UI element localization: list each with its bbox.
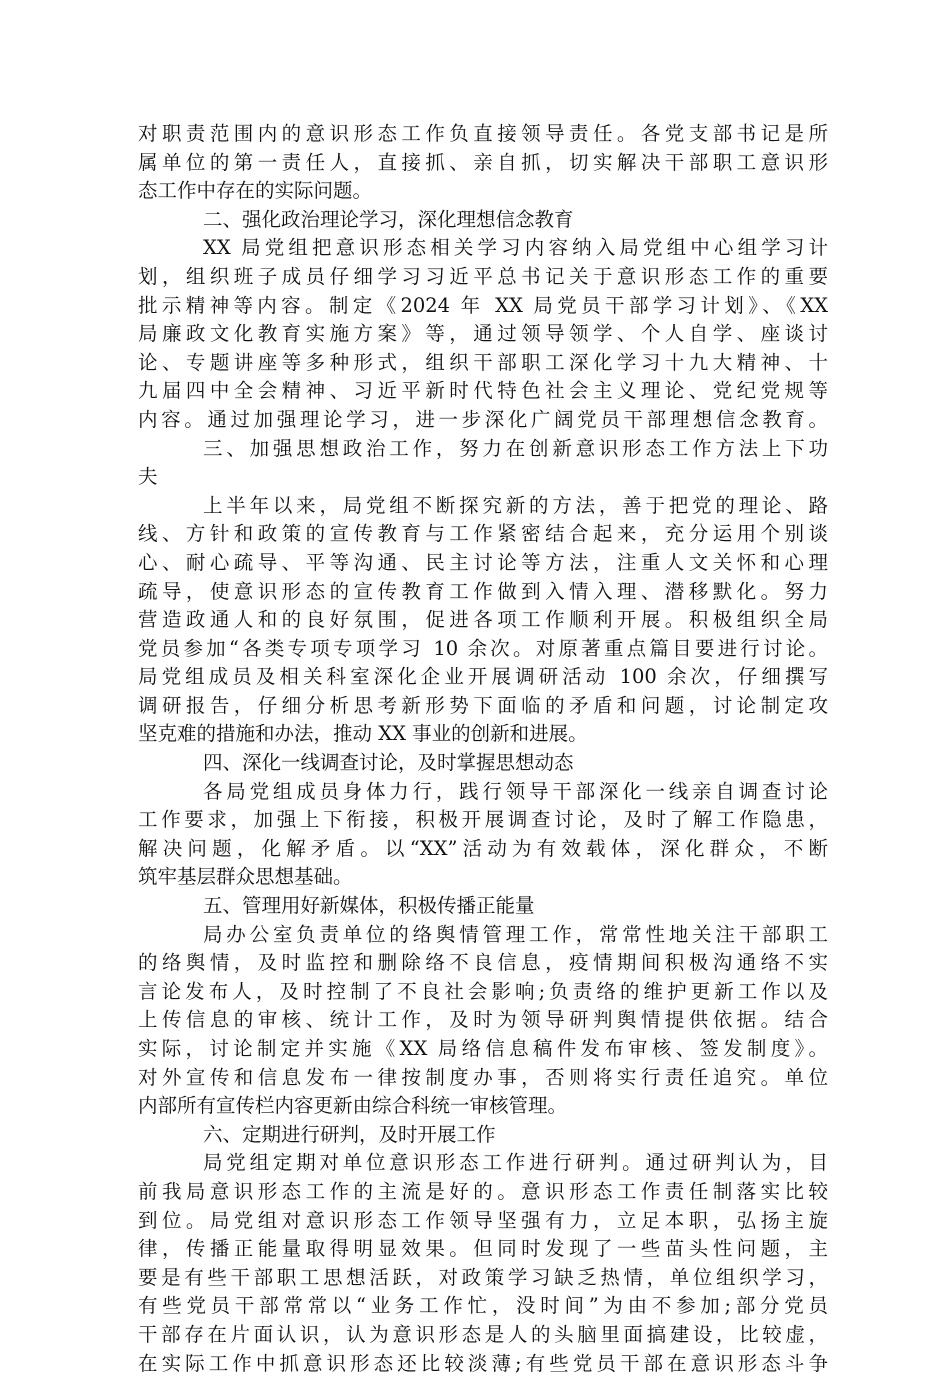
text-line: XX 局党组把意识形态相关学习内容纳入局党组中心组学习计 xyxy=(203,236,828,260)
text-line: 线、方针和政策的宣传教育与工作紧密结合起来，充分运用个别谈 xyxy=(138,522,828,546)
text-line: 批示精神等内容。制定《2024 年 XX 局党员干部学习计划》、《XX xyxy=(138,293,828,317)
text-line: 局办公室负责单位的络舆情管理工作，常常性地关注干部职工 xyxy=(203,922,828,946)
text-line: 三、加强思想政治工作，努力在创新意识形态工作方法上下功 xyxy=(203,436,828,460)
text-line: 坚克难的措施和办法，推动 XX 事业的创新和进展。 xyxy=(138,722,588,746)
text-line: 二、强化政治理论学习，深化理想信念教育 xyxy=(203,207,574,231)
text-line: 要是有些干部职工思想活跃，对政策学习缺乏热情，单位组织学习， xyxy=(138,1265,828,1289)
text-line: 划，组织班子成员仔细学习习近平总书记关于意识形态工作的重要 xyxy=(138,264,828,288)
text-line: 态工作中存在的实际问题。 xyxy=(138,179,373,203)
text-line: 律，传播正能量取得明显效果。但同时发现了一些苗头性问题，主 xyxy=(138,1237,828,1261)
text-line: 各局党组成员身体力行，践行领导干部深化一线亲自调查讨论 xyxy=(203,779,828,803)
text-line: 对职责范围内的意识形态工作负直接领导责任。各党支部书记是所 xyxy=(138,122,828,145)
text-line: 心、耐心疏导、平等沟通、民主讨论等方法，注重人文关怀和心理 xyxy=(138,550,828,574)
text-line: 调研报告，仔细分析思考新形势下面临的矛盾和问题，讨论制定攻 xyxy=(138,693,828,717)
text-line: 内容。通过加强理论学习，进一步深化广阔党员干部理想信念教育。 xyxy=(138,407,828,431)
text-line: 实际，讨论制定并实施《XX 局络信息稿件发布审核、签发制度》。 xyxy=(138,1037,828,1060)
text-line: 言论发布人，及时控制了不良社会影响;负责络的维护更新工作以及 xyxy=(138,979,828,1003)
text-line: 前我局意识形态工作的主流是好的。意识形态工作责任制落实比较 xyxy=(138,1179,828,1203)
text-line: 六、定期进行研判，及时开展工作 xyxy=(203,1122,496,1146)
text-line: 对外宣传和信息发布一律按制度办事，否则将实行责任追究。单位 xyxy=(138,1065,828,1089)
text-line: 内部所有宣传栏内容更新由综合科统一审核管理。 xyxy=(138,1094,568,1118)
text-line: 四、深化一线调查讨论，及时掌握思想动态 xyxy=(203,751,574,775)
text-line: 有些党员干部常常以“业务工作忙，没时间”为由不参加;部分党员 xyxy=(138,1294,828,1318)
text-line: 干部存在片面认识，认为意识形态是人的头脑里面搞建设，比较虚， xyxy=(138,1322,828,1346)
text-line: 营造政通人和的良好氛围，促进各项工作顺利开展。积极组织全局 xyxy=(138,608,828,632)
document-body xyxy=(138,120,828,1378)
text-line: 属单位的第一责任人，直接抓、亲自抓，切实解决干部职工意识形 xyxy=(138,150,828,174)
text-line: 工作要求，加强上下衔接，积极开展调查讨论，及时了解工作隐患， xyxy=(138,808,828,832)
text-line: 上半年以来，局党组不断探究新的方法，善于把党的理论、路 xyxy=(203,493,828,517)
text-line: 的络舆情，及时监控和删除络不良信息，疫情期间积极沟通络不实 xyxy=(138,951,828,975)
text-line: 在实际工作中抓意识形态还比较淡薄;有些党员干部在意识形态斗争 xyxy=(138,1351,828,1375)
text-line: 论、专题讲座等多种形式，组织干部职工深化学习十九大精神、十 xyxy=(138,350,828,374)
text-line: 到位。局党组对意识形态工作领导坚强有力，立足本职，弘扬主旋 xyxy=(138,1208,828,1232)
text-line: 党员参加“各类专项专项学习 10 余次。对原著重点篇目要进行讨论。 xyxy=(138,636,828,660)
text-line: 上传信息的审核、统计工作，及时为领导研判舆情提供依据。结合 xyxy=(138,1008,828,1032)
text-line: 疏导，使意识形态的宣传教育工作做到入情入理、潜移默化。努力 xyxy=(138,579,828,603)
text-line: 局党组成员及相关科室深化企业开展调研活动 100 余次，仔细撰写 xyxy=(138,665,828,689)
text-line: 五、管理用好新媒体，积极传播正能量 xyxy=(203,894,535,918)
text-line: 九届四中全会精神、习近平新时代特色社会主义理论、党纪党规等 xyxy=(138,379,828,403)
text-line: 夫 xyxy=(138,465,158,489)
text-line: 筑牢基层群众思想基础。 xyxy=(138,865,353,889)
text-line: 解决问题，化解矛盾。以“XX”活动为有效载体，深化群众，不断 xyxy=(138,836,828,860)
text-line: 局廉政文化教育实施方案》等，通过领导领学、个人自学、座谈讨 xyxy=(138,322,828,346)
text-line: 局党组定期对单位意识形态工作进行研判。通过研判认为，目 xyxy=(203,1151,828,1175)
